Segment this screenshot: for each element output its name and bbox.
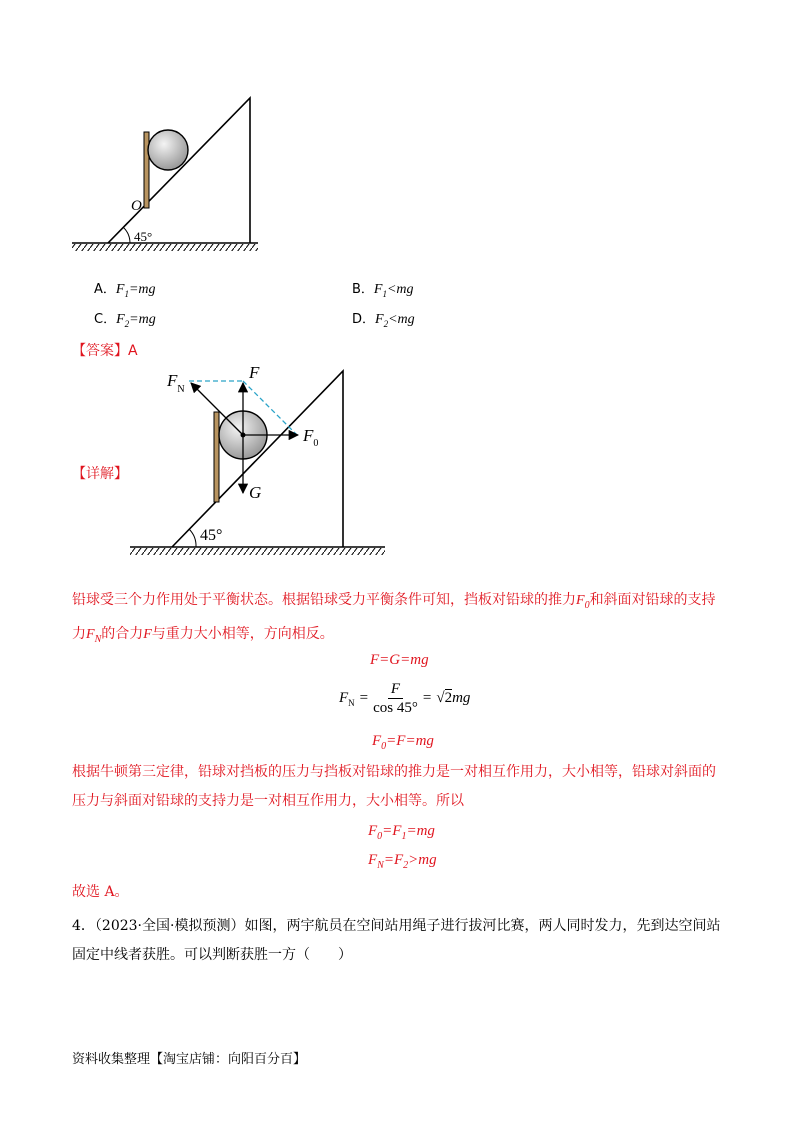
option-d[interactable]: D．$F_2<mg$ bbox=[352, 312, 415, 329]
question-4: 4．（2023·全国·模拟预测）如图，两宇航员在空间站用绳子进行拔河比赛，两人同时发力，先到达空间站 固定中线者获胜。可以判断获胜一方（ ） bbox=[72, 918, 721, 963]
question-4-number: 4． bbox=[72, 918, 95, 934]
footer-text: 资料收集整理【淘宝店铺：向阳百分百】 bbox=[72, 1052, 307, 1067]
explanation-paragraph-2: 根据牛顿第三定律，铅球对挡板的压力与挡板对铅球的推力是一对相互作用力，大小相等，铅球对斜面的 压力与斜面对铅球的支持力是一对相互作用力，大小相等。所以 bbox=[72, 764, 716, 809]
equation-3: $F_0=F=mg$ bbox=[372, 733, 434, 752]
answer-line bbox=[72, 340, 138, 360]
answer-tag: 【答案】 bbox=[72, 343, 128, 359]
baffle-board bbox=[144, 132, 149, 208]
incline bbox=[108, 98, 250, 243]
equation-2: $F_N$ = $\frac{F}{\cos 45^\circ}$ = √2 mg bbox=[339, 681, 471, 716]
option-c-letter: C． bbox=[94, 312, 117, 327]
angle-label: 45° bbox=[134, 229, 153, 244]
g-label: G bbox=[249, 483, 262, 502]
angle-label: 45° bbox=[200, 527, 223, 544]
conclusion: 故选 A。 bbox=[72, 884, 129, 900]
option-a-letter: A． bbox=[94, 282, 116, 297]
option-b-letter: B． bbox=[352, 282, 374, 297]
eq2-lhs: $F_N$ bbox=[339, 689, 355, 708]
ground-hatch bbox=[130, 548, 385, 555]
answer-value: A bbox=[128, 343, 138, 359]
figure-1-incline-diagram bbox=[60, 85, 300, 260]
option-a[interactable]: A．$F_1=mg$ bbox=[94, 282, 156, 299]
angle-arc bbox=[189, 529, 196, 547]
ground-hatch bbox=[72, 244, 258, 251]
angle-arc bbox=[123, 227, 130, 243]
equation-4: $F_0=F_1=mg$ bbox=[368, 823, 435, 842]
equation-5: $F_N=F_2>mg$ bbox=[368, 852, 437, 871]
option-b[interactable]: B．$F_1<mg$ bbox=[352, 282, 414, 299]
explanation-paragraph-1: 铅球受三个力作用处于平衡状态。根据铅球受力平衡条件可知，挡板对铅球的推力$F_0$和斜面对铅球的支持 力$F_N$的合力F与重力大小相等，方向相反。 bbox=[72, 592, 716, 645]
shot-ball bbox=[148, 130, 188, 170]
detail-tag: 【详解】 bbox=[72, 466, 128, 482]
fn-label: $F_N$ bbox=[167, 371, 185, 395]
figure-2-force-diagram bbox=[125, 360, 390, 560]
ball-center bbox=[241, 433, 246, 438]
eq2-rhs: mg bbox=[452, 690, 471, 706]
option-c[interactable]: C．$F_2=mg$ bbox=[94, 312, 156, 329]
equation-1: F=G=mg bbox=[370, 652, 429, 668]
baffle-board bbox=[214, 412, 219, 502]
eq2-sqrt: √2 bbox=[436, 690, 453, 706]
eq2-fraction: $\frac{F}{\cos 45^\circ}$ bbox=[373, 681, 418, 716]
incline bbox=[172, 371, 343, 547]
f-label: F bbox=[249, 363, 260, 382]
f0-label: $F_0$ bbox=[303, 426, 319, 449]
point-o-label: O bbox=[131, 198, 142, 214]
option-d-letter: D． bbox=[352, 312, 376, 327]
